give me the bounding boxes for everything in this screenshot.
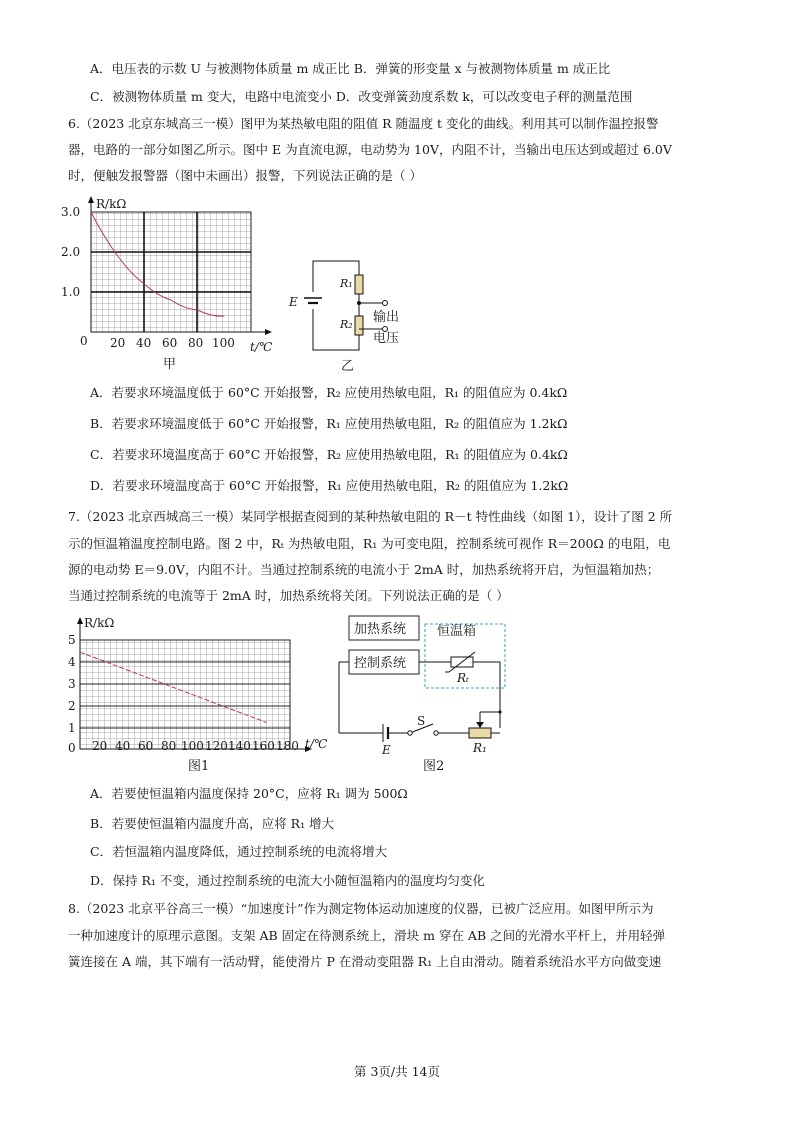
control-system-label: 控制系统	[354, 656, 407, 671]
chart2-xtick-120: 120	[205, 739, 228, 753]
chart1-ytick-3: 3.0	[61, 205, 81, 219]
chart2-xtick-140: 140	[228, 739, 251, 753]
chart1-ytick-0: 0	[80, 334, 88, 348]
chart1-caption: 甲	[163, 357, 177, 372]
q7-option-a: A．若要使恒温箱内温度保持 20°C，应将 R₁ 调为 500Ω	[90, 786, 408, 801]
q8-stem-2: 一种加速度计的原理示意图。支架 AB 固定在待测系统上，滑块 m 穿在 AB 之间的光滑水平杆上，并用轻弹	[68, 928, 666, 943]
chart1-ytick-2: 2.0	[61, 245, 81, 259]
chart1-xtick-100: 100	[212, 336, 235, 350]
chart1-ylabel: R/kΩ	[96, 197, 127, 211]
q6-option-b: B．若要求环境温度低于 60°C 开始报警，R₁ 应使用热敏电阻，R₂ 的阻值应为 1.2kΩ	[90, 416, 568, 431]
chart1-xlabel: t/℃	[250, 340, 273, 354]
chart2-caption: 图1	[188, 759, 210, 774]
chart1-xtick-20: 20	[110, 336, 126, 350]
thermostat-label: 恒温箱	[437, 624, 477, 639]
chart2-xtick-20: 20	[92, 739, 108, 753]
circuit1-R1: R₁	[340, 277, 353, 290]
q8-stem-1: 8.（2023 北京平谷高三一模）“加速度计”作为测定物体运动加速度的仪器，已被广泛应用。如图甲所示为	[68, 901, 654, 916]
circuit1-R2: R₂	[340, 318, 353, 331]
chart2-ytick-5: 5	[68, 633, 76, 647]
q6-stem-1: 6.（2023 北京东城高三一模）图甲为某热敏电阻的阻值 R 随温度 t 变化的曲线。利用其可以制作温控报警	[68, 116, 659, 131]
circuit1-output-2: 电压	[373, 331, 400, 346]
q6-option-a: A．若要求环境温度低于 60°C 开始报警，R₂ 应使用热敏电阻，R₁ 的阻值应为 0.4kΩ	[90, 385, 568, 400]
circuit2-Rt: Rₜ	[457, 671, 469, 685]
q7-stem-1: 7.（2023 北京西城高三一模）某同学根据查阅到的某种热敏电阻的 R－t 特性曲线（如图 1），设计了图 2 所	[68, 509, 673, 524]
chart2-xtick-40: 40	[115, 739, 131, 753]
chart2-ytick-0: 0	[68, 741, 76, 755]
circuit2-caption: 图2	[423, 759, 445, 774]
chart2-xtick-100: 100	[181, 739, 204, 753]
q7-stem-3: 源的电动势 E＝9.0V，内阻不计。当通过控制系统的电流小于 2mA 时，加热系统将开启，为恒温箱加热；	[68, 562, 660, 577]
q6-option-d: D．若要求环境温度高于 60°C 开始报警，R₁ 应使用热敏电阻，R₂ 的阻值应为 1.2kΩ	[90, 478, 569, 493]
circuit1-E: E	[289, 295, 298, 309]
figure-2-circuit	[335, 612, 515, 777]
q7-option-d: D．保持 R₁ 不变，通过控制系统的电流大小随恒温箱内的温度均匀变化	[90, 873, 485, 888]
chart2-xlabel: t/℃	[305, 737, 328, 751]
circuit1-output-1: 输出	[373, 310, 400, 325]
chart2-ylabel: R/kΩ	[84, 616, 115, 630]
circuit-yi	[285, 250, 415, 375]
q5-options-cd: C．被测物体质量 m 变大，电路中电流变小 D．改变弹簧劲度系数 k，可以改变电子秤的测量范围	[90, 89, 633, 104]
chart2-ytick-1: 1	[68, 721, 76, 735]
q8-stem-3: 簧连接在 A 端，其下端有一活动臂，能使滑片 P 在滑动变阻器 R₁ 上自由滑动。随着系统沿水平方向做变速	[68, 954, 662, 969]
q7-stem-4: 当通过控制系统的电流等于 2mA 时，加热系统将关闭。下列说法正确的是（ ）	[68, 588, 509, 603]
circuit2-E: E	[382, 743, 391, 757]
chart2-xtick-80: 80	[161, 739, 177, 753]
q5-options-ab: A．电压表的示数 U 与被测物体质量 m 成正比 B．弹簧的形变量 x 与被测物体质量 m 成正比	[90, 61, 611, 76]
chart2-xtick-180: 180	[276, 739, 299, 753]
q6-stem-3: 时，便触发报警器（图中未画出）报警，下列说法正确的是（ ）	[68, 168, 422, 183]
heating-system-label: 加热系统	[354, 622, 407, 637]
circuit2-R1: R₁	[473, 741, 487, 755]
figure-1	[62, 612, 337, 777]
q7-stem-2: 示的恒温箱温度控制电路。图 2 中，Rₜ 为热敏电阻，R₁ 为可变电阻，控制系统可视作 R＝200Ω 的电阻，电	[68, 536, 671, 551]
chart1-xtick-80: 80	[188, 336, 204, 350]
chart2-ytick-4: 4	[68, 655, 76, 669]
chart2-xtick-60: 60	[138, 739, 154, 753]
chart1-ytick-1: 1.0	[61, 285, 81, 299]
q7-option-b: B．若要使恒温箱内温度升高，应将 R₁ 增大	[90, 816, 335, 831]
chart2-xtick-160: 160	[252, 739, 275, 753]
chart2-ytick-2: 2	[68, 699, 76, 713]
q6-stem-2: 器，电路的一部分如图乙所示。图中 E 为直流电源，电动势为 10V，内阻不计，当输出电压达到或超过 6.0V	[68, 142, 672, 157]
page-number: 第 3页/共 14页	[353, 1064, 441, 1079]
figure-jia	[60, 195, 280, 375]
circuit2-switch: S	[417, 714, 426, 728]
q6-option-c: C．若要求环境温度高于 60°C 开始报警，R₂ 应使用热敏电阻，R₁ 的阻值应为 0.4kΩ	[90, 447, 568, 462]
q7-option-c: C．若恒温箱内温度降低，通过控制系统的电流将增大	[90, 844, 388, 859]
chart1-xtick-40: 40	[136, 336, 152, 350]
circuit1-caption: 乙	[341, 359, 355, 374]
chart2-ytick-3: 3	[68, 677, 76, 691]
chart1-xtick-60: 60	[162, 336, 178, 350]
